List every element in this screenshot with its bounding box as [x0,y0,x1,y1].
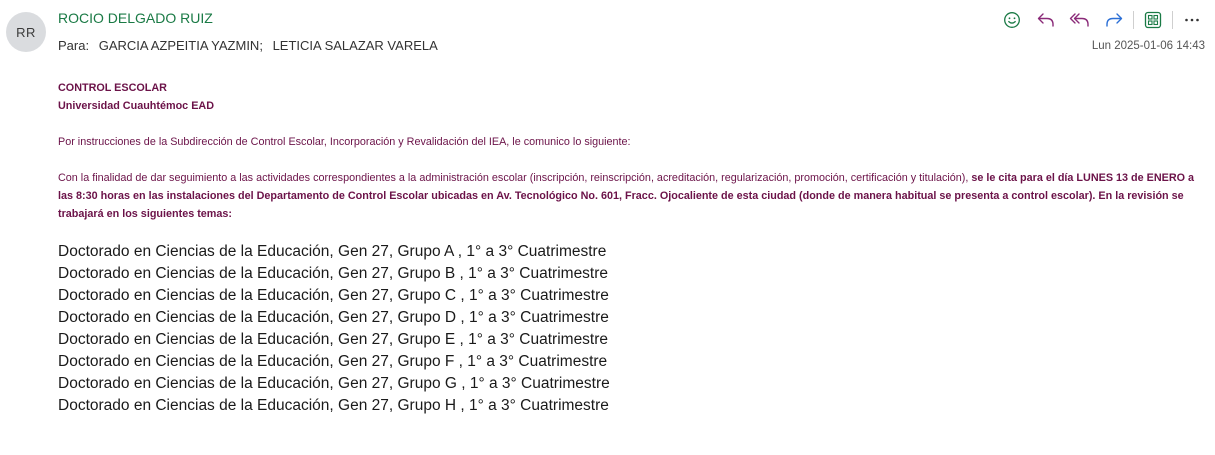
list-item: Doctorado en Ciencias de la Educación, Gen 27, Grupo E , 1° a 3° Cuatrimestre [58,331,609,348]
toolbar-separator [1133,11,1134,29]
forward-button[interactable] [1097,7,1131,33]
emoji-button[interactable] [995,7,1029,33]
message-body [58,79,1206,223]
main-paragraph [58,169,1206,223]
intro-paragraph: Por instrucciones de la Subdirección de Control Escolar, Incorporación y Revalidación del IEA, le comunico lo siguiente: [58,136,631,148]
list-item: Doctorado en Ciencias de la Educación, Gen 27, Grupo H , 1° a 3° Cuatrimestre [58,397,609,414]
toolbar-separator [1172,11,1173,29]
list-item: Doctorado en Ciencias de la Educación, Gen 27, Grupo A , 1° a 3° Cuatrimestre [58,243,607,260]
recipient-2[interactable]: LETICIA SALAZAR VARELA [272,38,438,53]
apps-button[interactable] [1136,7,1170,33]
org-line-2: Universidad Cuauhtémoc EAD [58,100,214,112]
list-item: Doctorado en Ciencias de la Educación, Gen 27, Grupo B , 1° a 3° Cuatrimestre [58,265,609,282]
more-button[interactable] [1175,7,1209,33]
to-label: Para: [58,38,90,53]
reply-button[interactable] [1029,7,1063,33]
program-list [58,241,610,417]
list-item: Doctorado en Ciencias de la Educación, Gen 27, Grupo D , 1° a 3° Cuatrimestre [58,309,609,326]
sender-name[interactable]: ROCIO DELGADO RUIZ [58,10,213,26]
recipients-line [58,38,444,53]
reply-all-button[interactable] [1063,7,1097,33]
sent-date: Lun 2025-01-06 14:43 [1091,40,1205,52]
reply-icon [1036,11,1056,29]
list-item: Doctorado en Ciencias de la Educación, Gen 27, Grupo F , 1° a 3° Cuatrimestre [58,353,608,370]
recipient-1[interactable]: GARCIA AZPEITIA YAZMIN; [98,38,263,53]
message-toolbar [995,7,1209,33]
list-item: Doctorado en Ciencias de la Educación, Gen 27, Grupo C , 1° a 3° Cuatrimestre [58,287,609,304]
reply-all-icon [1069,11,1091,29]
emoji-icon [1003,11,1021,29]
list-item: Doctorado en Ciencias de la Educación, Gen 27, Grupo G , 1° a 3° Cuatrimestre [58,375,610,392]
org-line-1: CONTROL ESCOLAR [58,82,167,94]
apps-icon [1144,11,1162,29]
avatar[interactable]: RR [6,12,46,52]
more-icon [1183,11,1201,29]
forward-icon [1104,11,1124,29]
main-paragraph-bold: se le cita para el día LUNES 13 de ENERO a las 8:30 horas en las instalaciones del Departamento de Control Escolar ubicadas en Av. Tecnológico No. 601, Fracc. Ojocaliente de esta ciudad (donde de manera habitual se presenta a control escolar). En la revisión se trabajará en los siguientes temas: [58,172,1195,220]
main-paragraph-text: Con la finalidad de dar seguimiento a las actividades correspondientes a la administración escolar (inscripción, reinscripción, acreditación, regularización, promoción, certificación y titulación), [58,172,969,184]
